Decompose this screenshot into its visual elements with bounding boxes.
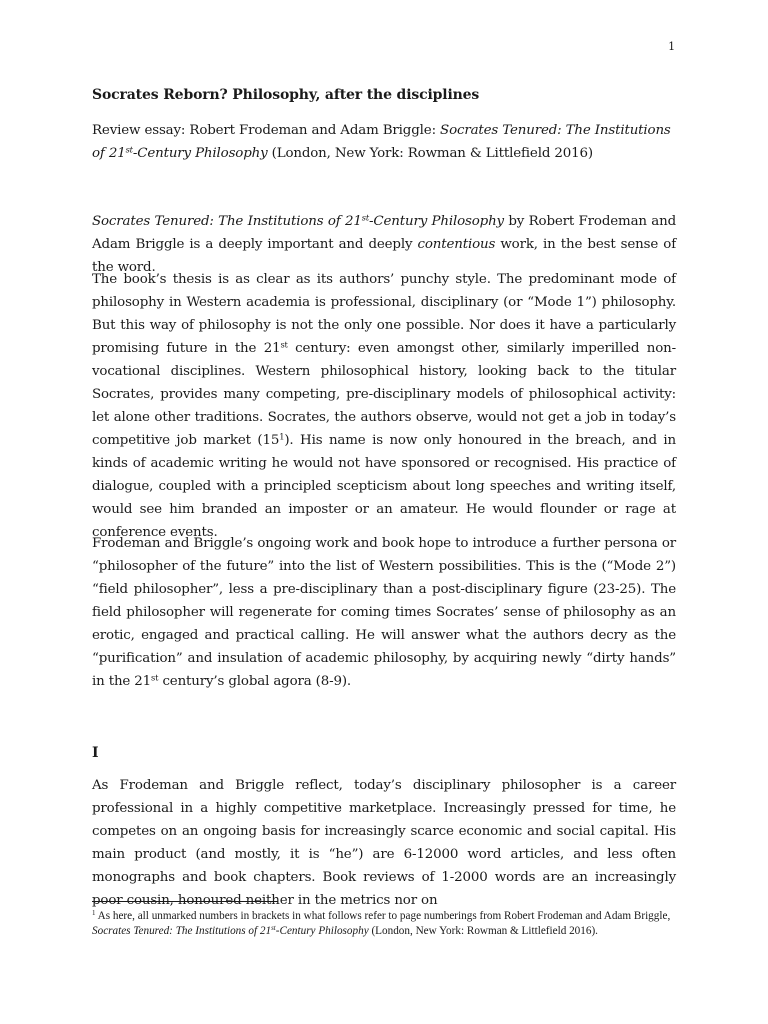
review-citation	[92, 119, 676, 165]
review-prefix: Review essay: Robert Frodeman and Adam Briggle:	[92, 123, 441, 138]
footnote-reference[interactable]: 1	[279, 431, 285, 442]
essay-title: Socrates Reborn? Philosophy, after the disciplines	[92, 87, 480, 103]
footnote-separator	[92, 901, 278, 902]
review-book-title: Socrates Tenured: The Institutions of 21st-Century Philosophy	[92, 123, 671, 161]
intro-book-title: Socrates Tenured: The Institutions of 21st-Century Philosophy	[92, 212, 504, 229]
section-one-paragraph: As Frodeman and Briggle reflect, today’s disciplinary philosopher is a career professional in a highly competitive marketplace. Increasingly pressed for time, he competes on an ongoing basis for increasingly scarce economic and social capital. His main product (and mostly, it is “he”) are 6-12000 word articles, and less often monographs and book chapters. Book reviews of 1-2000 words are an increasingly poor cousin, honoured neither in the metrics nor on	[92, 778, 676, 908]
review-publisher: (London, New York: Rowman & Littlefield 2016)	[267, 146, 593, 161]
emphasis-contentious: contentious	[417, 237, 496, 252]
thesis-paragraph: The book’s thesis is as clear as its authors’ punchy style. The predominant mode of philosophy in Western academia is professional, disciplinary (or “Mode 1”) philosophy. But this way of philosophy is not the only one possible. Nor does it have a particularly promising future in the 21st century: even amongst other, similarly imperilled non-vocational disciplines. Western philosophical history, looking back to the titular Socrates, provides many competing, pre-disciplinary models of philosophical activity: let alone other traditions. Socrates, the authors observe, would not get a job in today’s competitive job market $(15^1)$. His name is now only honoured in the breach, and in kinds of academic writing he would not have sponsored or recognised. His practice of dialogue, coupled with a principled scepticism about long speeches and writing itself, would see him branded an imposter or an amateur. He would flounder or rage at conference events.	[92, 272, 676, 540]
page-number: 1	[668, 40, 675, 53]
footnote: $^1$ As here, all unmarked numbers in brackets in what follows refer to page numberings from Robert Frodeman and Adam Briggle, Socrates Tenured: The Institutions of 21st-Century Philosophy (London, New York: Rowman & Littlefield 2016).	[92, 909, 671, 937]
footnote-marker: 1	[92, 909, 96, 918]
field-philosopher-paragraph: Frodeman and Briggle’s ongoing work and book hope to introduce a further persona or “philosopher of the future” into the list of Western possibilities. This is the (“Mode 2”) “field philosopher”, less a pre-disciplinary than a post-disciplinary figure (23-25). The field philosopher will regenerate for coming times Socrates’ sense of philosophy as an erotic, engaged and practical calling. He will answer what the authors decry as the “purification” and insulation of academic philosophy, by acquiring newly “dirty hands” in the 21st century’s global agora (8-9).	[92, 536, 676, 689]
footnote-book-title: Socrates Tenured: The Institutions of 21st-Century Philosophy	[92, 924, 369, 937]
intro-paragraph: Socrates Tenured: The Institutions of 21st-Century Philosophy by Robert Frodeman and Adam Briggle is a deeply important and deeply contentious work, in the best sense of the word.	[92, 212, 676, 275]
section-heading: I	[92, 745, 99, 761]
